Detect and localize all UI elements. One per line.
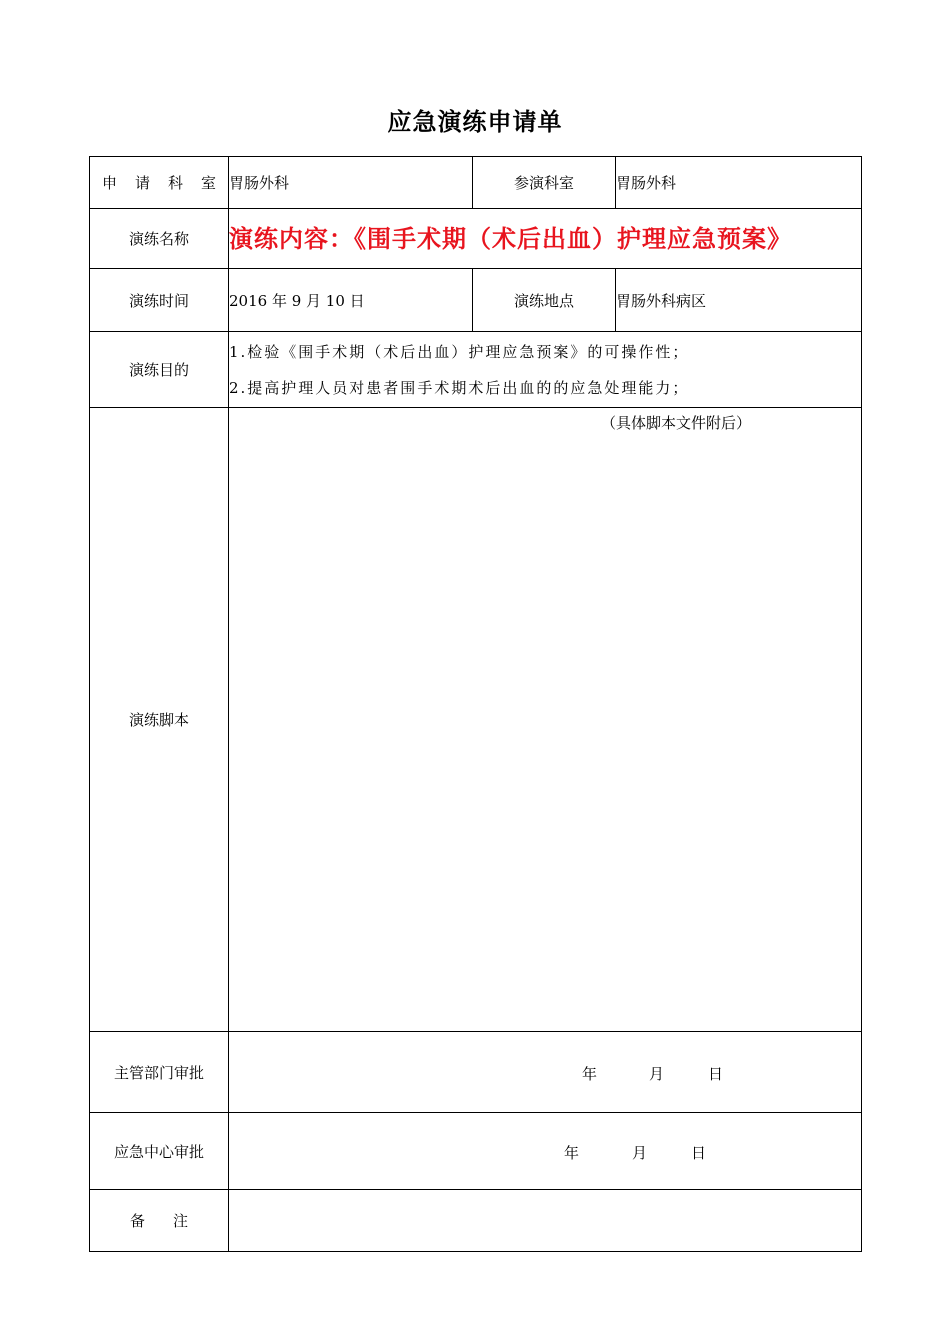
approval-date-month: 月	[649, 1065, 665, 1083]
approval-date-day: 日	[691, 1144, 707, 1162]
applicant-dept-field[interactable]	[229, 157, 473, 209]
script-attachment-note: （具体脚本文件附后）	[600, 414, 751, 432]
participating-dept-label: 参演科室	[513, 174, 574, 192]
approval-date-year: 年	[582, 1065, 598, 1083]
remarks-label-cell	[90, 1190, 229, 1252]
purpose-line: 1.检验《围手术期（术后出血）护理应急预案》的可操作性；	[229, 342, 690, 361]
drill-location-label: 演练地点	[513, 291, 574, 310]
row-time-location	[90, 269, 862, 332]
row-purpose	[90, 332, 862, 408]
approval-date-day: 日	[708, 1065, 724, 1083]
supervisor-approval-field[interactable]	[229, 1032, 862, 1113]
remarks-label: 备注	[129, 1212, 216, 1230]
emergency-center-approval-label-cell	[90, 1113, 229, 1190]
page-title: 应急演练申请单	[387, 107, 563, 136]
applicant-dept-label-cell	[90, 157, 234, 209]
purpose-line: 2.提高护理人员对患者围手术期术后出血的的应急处理能力；	[229, 378, 690, 397]
row-remarks	[90, 1190, 862, 1252]
emergency-center-approval-label: 应急中心审批	[113, 1142, 204, 1161]
approval-date-month: 月	[632, 1144, 648, 1162]
drill-time-value: 2016 年 9 月 10 日	[229, 291, 365, 310]
participating-dept-value: 胃肠外科	[616, 174, 677, 192]
drill-script-label-cell	[90, 408, 229, 1032]
drill-name-field[interactable]	[229, 209, 862, 269]
row-supervisor-approval	[90, 1032, 862, 1113]
drill-time-label: 演练时间	[128, 291, 189, 310]
drill-purpose-label-cell	[90, 332, 229, 408]
applicant-dept-value: 胃肠外科	[229, 174, 290, 192]
drill-location-label-cell	[473, 269, 616, 332]
row-script	[90, 408, 862, 1032]
participating-dept-label-cell	[473, 157, 616, 209]
drill-name-value: 演练内容：《围手术期（术后出血）护理应急预案》	[229, 224, 792, 253]
row-drill-name	[90, 209, 862, 269]
drill-purpose-label: 演练目的	[128, 361, 189, 379]
supervisor-approval-label-cell	[90, 1032, 229, 1113]
drill-purpose-field[interactable]	[229, 332, 862, 408]
drill-time-field[interactable]	[229, 269, 473, 332]
supervisor-approval-label: 主管部门审批	[113, 1063, 204, 1082]
drill-name-label: 演练名称	[128, 230, 189, 248]
applicant-dept-label: 申请科室	[101, 174, 234, 192]
emergency-center-approval-field[interactable]	[229, 1113, 862, 1190]
application-form	[89, 156, 862, 1252]
drill-time-label-cell	[90, 269, 229, 332]
drill-location-field[interactable]	[616, 269, 862, 332]
approval-date-year: 年	[564, 1144, 580, 1162]
drill-script-label: 演练脚本	[128, 711, 189, 729]
row-emergency-center-approval	[90, 1113, 862, 1190]
drill-name-label-cell	[90, 209, 229, 269]
remarks-field[interactable]	[229, 1190, 862, 1252]
participating-dept-field[interactable]	[616, 157, 862, 209]
drill-script-field[interactable]	[229, 408, 862, 1032]
row-departments	[90, 157, 862, 209]
drill-location-value: 胃肠外科病区	[616, 291, 707, 310]
